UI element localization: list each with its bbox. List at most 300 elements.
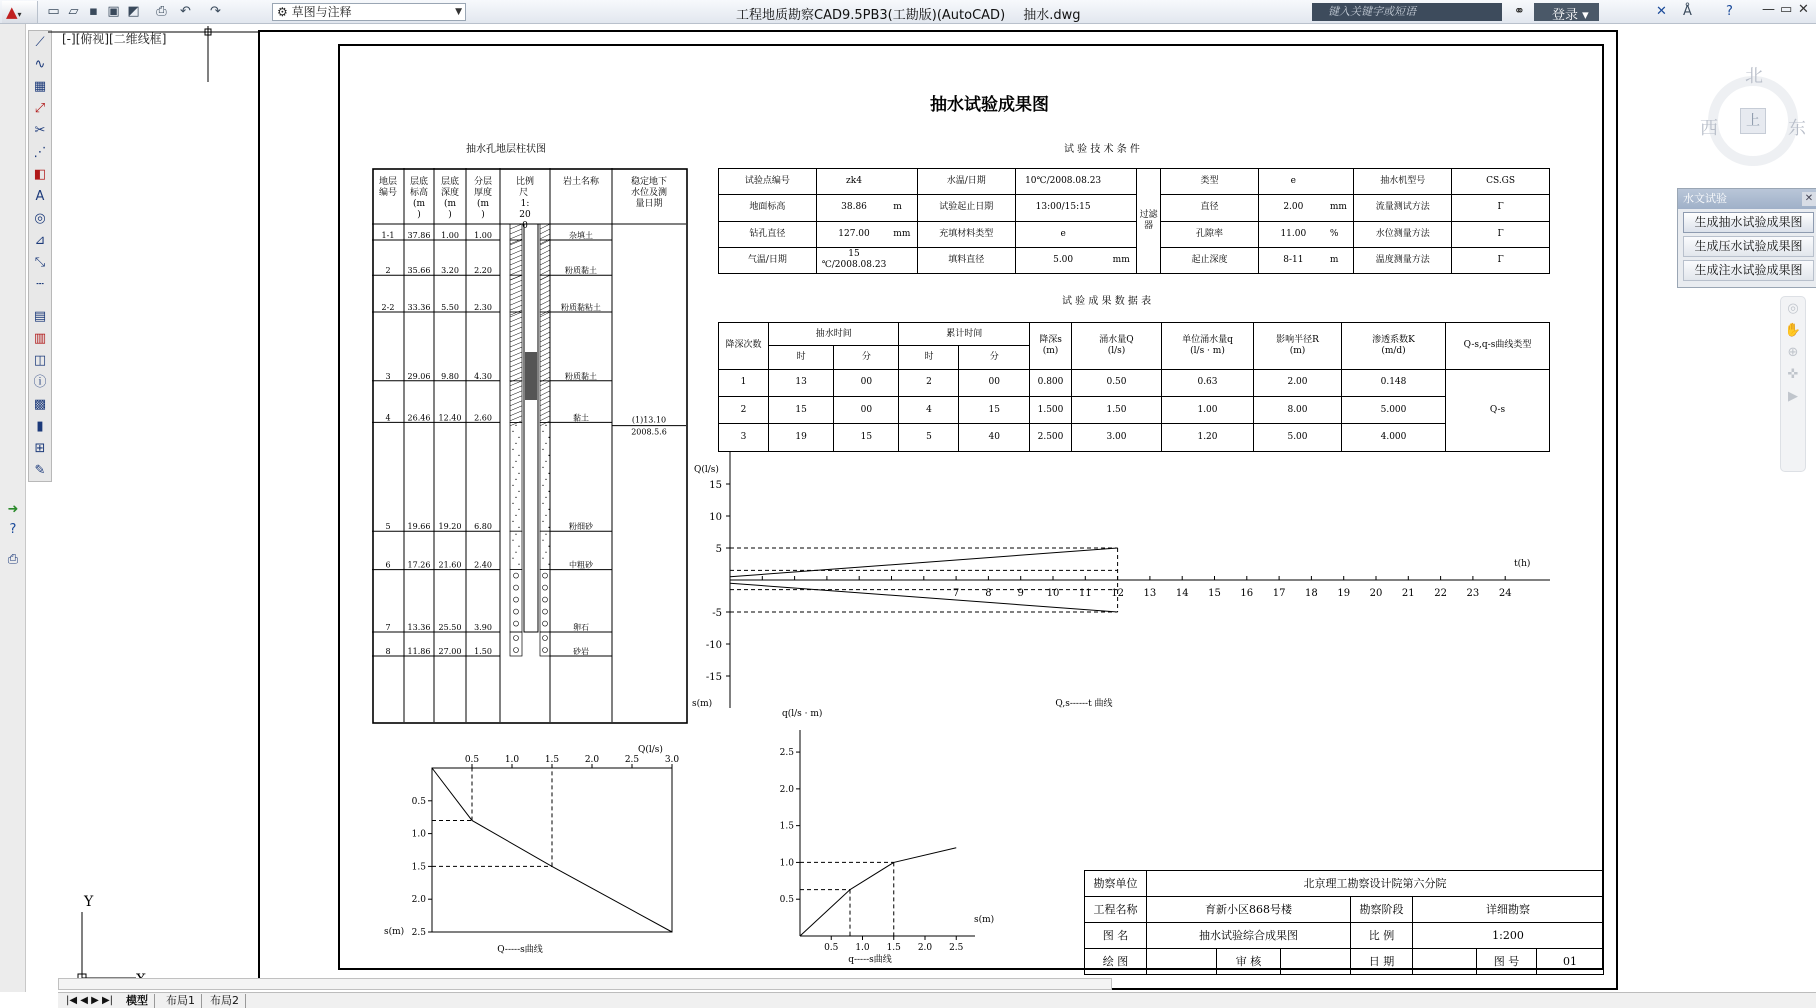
hatch-line bbox=[540, 265, 550, 270]
stratum-no: 2 bbox=[385, 266, 391, 276]
hatch-line bbox=[510, 234, 522, 239]
q-s-chart bbox=[380, 738, 700, 958]
cell: 00 bbox=[834, 369, 899, 396]
hatch-line bbox=[510, 240, 522, 245]
maximize-button[interactable]: ▭ bbox=[1780, 2, 1793, 17]
x-tick-label: 2.0 bbox=[584, 755, 600, 765]
match-properties-icon[interactable]: ◫ bbox=[33, 353, 47, 368]
hydro-panel-title: 水文试验 bbox=[1683, 192, 1727, 205]
stratum-name: 粉质黏土 bbox=[565, 266, 597, 276]
hatch-line bbox=[510, 265, 522, 270]
trim-icon[interactable]: ✂ bbox=[34, 123, 46, 138]
pen-icon[interactable]: ✎ bbox=[34, 463, 46, 478]
cell: 2.00 bbox=[1258, 195, 1328, 221]
stratum-depth: 27.00 bbox=[438, 647, 462, 656]
table-row bbox=[719, 396, 1550, 423]
x-tick-label: 7 bbox=[952, 588, 960, 599]
generate-pressure-test-button[interactable]: 生成压水试验成果图 bbox=[1683, 236, 1814, 257]
gear-icon: ⚙ bbox=[277, 5, 288, 19]
sand-dot bbox=[518, 527, 519, 528]
cell: 4 bbox=[899, 396, 959, 423]
cell: 4.000 bbox=[1342, 424, 1446, 452]
measure-icon[interactable]: ⊿ bbox=[34, 233, 46, 248]
cell: 5.000 bbox=[1342, 396, 1446, 423]
sand-dot bbox=[548, 491, 549, 492]
gravel-circle bbox=[543, 573, 548, 578]
table-row bbox=[719, 169, 1550, 195]
stage: 详细勘察 bbox=[1413, 897, 1604, 923]
redo-icon[interactable]: ↷ bbox=[210, 4, 221, 19]
sand-dot bbox=[518, 509, 519, 510]
table-row bbox=[719, 424, 1550, 452]
sand-dot bbox=[512, 467, 513, 468]
stratum-thickness: 1.00 bbox=[474, 231, 492, 240]
table-row bbox=[719, 247, 1550, 273]
gravel-circle bbox=[543, 621, 548, 626]
cell: % bbox=[1328, 221, 1354, 247]
project-label: 工程名称 bbox=[1085, 897, 1147, 923]
compass-west[interactable]: 西 bbox=[1700, 118, 1718, 139]
array-icon[interactable]: ⋰ bbox=[33, 145, 47, 160]
x-tick-label: 2.0 bbox=[917, 943, 933, 953]
gravel-circle bbox=[543, 636, 548, 641]
sand-dot bbox=[548, 564, 549, 565]
app-title: 工程地质勘察CAD9.5PB3(工勘版)(AutoCAD) bbox=[736, 8, 1006, 23]
q-s-unit-chart bbox=[760, 702, 1010, 964]
viewcube[interactable] bbox=[1694, 62, 1812, 180]
x-axis-label: Q(l/s) bbox=[638, 745, 663, 755]
help-icon[interactable]: ? bbox=[9, 522, 17, 537]
scale: 1:200 bbox=[1413, 923, 1604, 949]
cell: 13:00/15:15 bbox=[1015, 195, 1111, 221]
arrow-right-icon[interactable]: ➜ bbox=[7, 502, 19, 517]
a360-icon[interactable]: Å bbox=[1683, 4, 1692, 19]
hatch-line bbox=[510, 285, 522, 290]
x-tick-label: 16 bbox=[1240, 588, 1254, 599]
stratum-thickness: 1.50 bbox=[474, 647, 492, 656]
stratum-elev: 35.66 bbox=[407, 266, 431, 276]
header-flow: 涌水量Q (l/s) bbox=[1072, 323, 1162, 370]
x-tick-label: 1.0 bbox=[855, 943, 870, 953]
hatch-line bbox=[540, 300, 550, 305]
sand-dot bbox=[542, 540, 543, 541]
grid-icon[interactable]: ⊞ bbox=[34, 441, 46, 456]
new-file-icon[interactable]: ▭ bbox=[47, 4, 60, 19]
cell: 0.50 bbox=[1072, 369, 1162, 396]
stratum-no: 7 bbox=[385, 623, 391, 632]
hatch-line bbox=[510, 300, 522, 305]
hatch-line bbox=[540, 377, 550, 382]
series-line bbox=[800, 848, 956, 936]
sand-dot bbox=[545, 479, 546, 480]
scale-icon[interactable]: ⤡ bbox=[34, 255, 46, 270]
generate-pumping-test-button[interactable]: 生成抽水试验成果图 bbox=[1683, 212, 1814, 233]
circle-icon[interactable]: ◎ bbox=[34, 211, 46, 226]
y-tick-label: 0.5 bbox=[411, 796, 426, 807]
polyline-icon[interactable]: ∿ bbox=[34, 57, 46, 72]
lithology-cell bbox=[510, 531, 522, 569]
showmotion-icon[interactable]: ▶ bbox=[1788, 389, 1798, 404]
stratum-depth: 19.20 bbox=[438, 522, 462, 532]
hatch-line bbox=[540, 255, 550, 260]
dashed-line-icon[interactable]: ┄ bbox=[36, 277, 44, 292]
date-value bbox=[1413, 949, 1477, 975]
layer-states-icon[interactable]: ▥ bbox=[33, 331, 47, 346]
hatch-line bbox=[540, 406, 550, 411]
horizontal-scrollbar[interactable] bbox=[58, 978, 1112, 990]
hatch-line bbox=[510, 270, 522, 275]
cell: m bbox=[1328, 247, 1354, 273]
x-tick-label: 17 bbox=[1272, 588, 1286, 599]
cell: 气温/日期 bbox=[719, 247, 817, 273]
binoculars-icon[interactable]: ⚭ bbox=[1514, 4, 1525, 19]
x-tick-label: 0.5 bbox=[464, 755, 480, 765]
hatch-line bbox=[540, 367, 550, 372]
sand-dot bbox=[515, 515, 516, 516]
gravel-circle bbox=[514, 573, 519, 578]
survey-unit: 北京理工勘察设计院第六分院 bbox=[1147, 871, 1604, 897]
exchange-icon[interactable]: ✕ bbox=[1656, 4, 1667, 19]
chevron-down-icon: ▼ bbox=[455, 7, 462, 17]
y-tick-label: 1.0 bbox=[411, 829, 426, 840]
sand-dot bbox=[515, 534, 516, 535]
layer-icon[interactable]: ▤ bbox=[33, 309, 47, 324]
sand-dot bbox=[512, 503, 513, 504]
cell: 1 bbox=[719, 369, 769, 396]
hatch-line bbox=[510, 250, 522, 255]
hatch-line bbox=[510, 391, 522, 396]
table-icon[interactable]: ▩ bbox=[33, 397, 47, 412]
steering-wheel-icon[interactable]: ◎ bbox=[1787, 301, 1799, 316]
sand-dot bbox=[512, 521, 513, 522]
open-file-icon[interactable]: ▱ bbox=[68, 4, 79, 19]
hatch-line bbox=[540, 240, 550, 245]
x-tick-label: 1.0 bbox=[504, 755, 520, 765]
cell: 2 bbox=[719, 396, 769, 423]
cell: 5.00 bbox=[1254, 424, 1342, 452]
column-border bbox=[373, 169, 687, 723]
stratum-elev: 19.66 bbox=[407, 522, 431, 532]
cell: 19 bbox=[769, 424, 834, 452]
sheet-number: 01 bbox=[1537, 949, 1604, 975]
stratum-depth: 3.20 bbox=[441, 266, 459, 276]
sheet-label: 图 号 bbox=[1477, 949, 1537, 975]
hatch-line bbox=[540, 250, 550, 255]
cell: mm bbox=[1328, 195, 1354, 221]
close-icon[interactable]: ✕ bbox=[1802, 192, 1816, 206]
cell: 40 bbox=[959, 424, 1030, 452]
navigation-bar bbox=[1780, 296, 1806, 472]
stratum-no: 2-2 bbox=[381, 303, 395, 312]
cell: mm bbox=[1111, 247, 1137, 273]
hatch-line bbox=[540, 270, 550, 275]
hatch-line bbox=[540, 362, 550, 367]
stratum-name: 粉质黏土 bbox=[565, 371, 597, 381]
y-tick-label: -5 bbox=[712, 608, 722, 619]
column-icon[interactable]: ▮ bbox=[36, 419, 44, 434]
text-icon[interactable]: A bbox=[35, 189, 45, 204]
stratum-thickness: 2.40 bbox=[474, 560, 492, 570]
application-menu-button[interactable]: ▲▾ bbox=[2, 1, 38, 23]
sand-dot bbox=[512, 449, 513, 450]
sand-dot bbox=[548, 527, 549, 528]
hatch-line bbox=[540, 391, 550, 396]
cell: 水温/日期 bbox=[917, 169, 1015, 195]
cell: 15 bbox=[769, 396, 834, 423]
stratum-elev: 17.26 bbox=[407, 560, 431, 570]
hatch-line bbox=[540, 396, 550, 401]
hatch-line bbox=[510, 224, 522, 229]
tab-model[interactable]: 模型 bbox=[120, 994, 155, 1008]
hatch-icon[interactable]: ▦ bbox=[33, 79, 47, 94]
stratum-no: 5 bbox=[385, 522, 391, 532]
orbit-icon[interactable]: ✜ bbox=[1787, 367, 1799, 382]
cell: CS.GS bbox=[1452, 169, 1550, 195]
table-row bbox=[719, 221, 1550, 247]
stratum-elev: 29.06 bbox=[407, 371, 431, 381]
x-tick-label: 19 bbox=[1337, 588, 1351, 599]
sand-dot bbox=[515, 552, 516, 553]
cell: 15 bbox=[834, 424, 899, 452]
window-title bbox=[736, 4, 1081, 23]
cell bbox=[1328, 169, 1354, 195]
cell: 1.00 bbox=[1162, 396, 1254, 423]
dimension-icon[interactable]: ⤢ bbox=[34, 101, 46, 116]
stratigraphic-column bbox=[372, 168, 688, 724]
pan-icon[interactable]: ✋ bbox=[1784, 323, 1802, 338]
hatch-line bbox=[540, 347, 550, 352]
sand-dot bbox=[545, 461, 546, 462]
sand-dot bbox=[512, 431, 513, 432]
sand-dot bbox=[545, 515, 546, 516]
hatch-line bbox=[510, 347, 522, 352]
hatch-line bbox=[510, 280, 522, 285]
x-tick-label: 24 bbox=[1498, 588, 1512, 599]
stratum-no: 6 bbox=[385, 560, 391, 570]
stratum-elev: 33.36 bbox=[407, 303, 431, 312]
sand-dot bbox=[545, 425, 546, 426]
results-title: 试 验 成 果 数 据 表 bbox=[1062, 296, 1152, 307]
tab-layout2[interactable]: 布局2 bbox=[204, 994, 246, 1008]
cell: 地面标高 bbox=[719, 195, 817, 221]
sand-dot bbox=[542, 521, 543, 522]
title-bar bbox=[0, 0, 1816, 24]
y-axis-label: Q(l/s) bbox=[694, 465, 719, 475]
stratum-thickness: 3.90 bbox=[474, 623, 492, 632]
hydro-test-panel bbox=[1677, 188, 1816, 288]
search-input[interactable] bbox=[1312, 3, 1502, 21]
cell: 127.00 bbox=[816, 221, 891, 247]
cell: 2.00 bbox=[1254, 369, 1342, 396]
cell bbox=[1111, 221, 1137, 247]
generate-injection-test-button[interactable]: 生成注水试验成果图 bbox=[1683, 260, 1814, 281]
cell bbox=[891, 169, 917, 195]
hatch-line bbox=[510, 290, 522, 295]
minimize-button[interactable]: — bbox=[1762, 2, 1775, 17]
project-name: 育新小区868号楼 bbox=[1147, 897, 1351, 923]
x-tick-label: 2.5 bbox=[949, 943, 964, 953]
sand-dot bbox=[548, 437, 549, 438]
sand-dot bbox=[548, 546, 549, 547]
sand-dot bbox=[518, 437, 519, 438]
stratum-name: 砂岩 bbox=[573, 647, 589, 656]
hatch-line bbox=[510, 352, 522, 357]
hatch-line bbox=[510, 305, 522, 310]
sand-dot bbox=[545, 497, 546, 498]
cell: 0.63 bbox=[1162, 369, 1254, 396]
hatch-line bbox=[540, 386, 550, 391]
drawn-value bbox=[1147, 949, 1217, 975]
login-label: 登录 bbox=[1552, 8, 1579, 23]
hatch-line bbox=[510, 342, 522, 347]
hatch-line bbox=[540, 224, 550, 229]
block-insert-icon[interactable]: ◧ bbox=[33, 167, 47, 182]
line-tool-icon[interactable]: ⟋ bbox=[35, 35, 45, 50]
cell: 8-11 bbox=[1258, 247, 1328, 273]
cell: 38.86 bbox=[816, 195, 891, 221]
cell: 5.00 bbox=[1015, 247, 1111, 273]
lithology-cell bbox=[540, 570, 550, 632]
header-drawdown-no: 降深次数 bbox=[719, 323, 769, 370]
stratum-elev: 26.46 bbox=[407, 413, 431, 423]
header-permeability: 渗透系数K (m/d) bbox=[1342, 323, 1446, 370]
hatch-line bbox=[540, 290, 550, 295]
stratum-no: 3 bbox=[385, 371, 391, 381]
hatch-line bbox=[540, 421, 550, 426]
sand-dot bbox=[542, 485, 543, 486]
x-tick-label: 9 bbox=[1017, 588, 1024, 599]
stratum-name: 杂填土 bbox=[569, 231, 593, 240]
header-hour: 时 bbox=[899, 346, 959, 369]
gravel-circle bbox=[514, 609, 519, 614]
login-button[interactable]: 登录 ▾ bbox=[1534, 3, 1599, 21]
y-tick-label: -15 bbox=[705, 672, 722, 683]
x-tick-label: 14 bbox=[1175, 588, 1189, 599]
hatch-line bbox=[510, 406, 522, 411]
print-icon[interactable]: ⎙ bbox=[7, 552, 19, 567]
hatch-line bbox=[540, 245, 550, 250]
hatch-line bbox=[510, 362, 522, 367]
save-as-icon[interactable]: ▣ bbox=[107, 4, 120, 19]
hatch-line bbox=[510, 357, 522, 362]
cell: 1.20 bbox=[1162, 424, 1254, 452]
x-tick-label: 10 bbox=[1046, 588, 1060, 599]
stratum-elev: 37.86 bbox=[407, 231, 431, 240]
viewport-controls[interactable]: [-][俯视][二维线框] bbox=[62, 32, 167, 46]
hatch-line bbox=[540, 285, 550, 290]
hatch-line bbox=[540, 357, 550, 362]
hatch-line bbox=[510, 295, 522, 300]
column-title: 抽水孔地层柱状图 bbox=[466, 144, 546, 155]
gravel-circle bbox=[514, 636, 519, 641]
gravel-circle bbox=[514, 648, 519, 653]
cell bbox=[1111, 169, 1137, 195]
publish-icon[interactable]: ◩ bbox=[127, 4, 140, 19]
series-line bbox=[730, 583, 1118, 612]
column-header: 分层厚度(m ) bbox=[473, 177, 493, 220]
hatch-line bbox=[510, 337, 522, 342]
stratum-elev: 11.86 bbox=[407, 647, 431, 656]
chart-title: Q-----s曲线 bbox=[497, 945, 543, 955]
cell: 温度测量方法 bbox=[1354, 247, 1452, 273]
hatch-line bbox=[540, 342, 550, 347]
drawn-label: 绘 图 bbox=[1085, 949, 1147, 975]
hatch-line bbox=[540, 327, 550, 332]
sand-dot bbox=[545, 443, 546, 444]
series-line bbox=[730, 548, 1118, 577]
sand-dot bbox=[512, 558, 513, 559]
table-row bbox=[719, 369, 1550, 396]
x-axis-label: t(h) bbox=[1514, 559, 1531, 569]
sand-dot bbox=[542, 431, 543, 432]
stratum-thickness: 6.80 bbox=[474, 522, 492, 532]
x-tick-label: 20 bbox=[1369, 588, 1383, 599]
help-icon[interactable]: ? bbox=[1726, 4, 1733, 19]
sand-dot bbox=[515, 497, 516, 498]
y-tick-label: 2.5 bbox=[411, 928, 426, 938]
cell: 1.500 bbox=[1030, 396, 1072, 423]
workspace-select[interactable] bbox=[272, 3, 466, 21]
plot-icon[interactable]: ⎙ bbox=[156, 4, 167, 19]
sand-dot bbox=[518, 473, 519, 474]
y-axis-label: q(l/s · m) bbox=[782, 709, 823, 719]
cell: 试验点编号 bbox=[719, 169, 817, 195]
hatch-line bbox=[510, 396, 522, 401]
zoom-icon[interactable]: ⊕ bbox=[1787, 345, 1799, 360]
close-button[interactable]: ✕ bbox=[1798, 2, 1809, 17]
cell: Γ bbox=[1452, 247, 1550, 273]
hatch-line bbox=[510, 401, 522, 406]
review-value bbox=[1281, 949, 1351, 975]
hatch-line bbox=[510, 327, 522, 332]
y-tick-label: -10 bbox=[705, 640, 722, 651]
drawing-toolbar bbox=[28, 30, 52, 482]
stratum-depth: 12.40 bbox=[438, 413, 462, 423]
info-icon[interactable]: ⓘ bbox=[33, 375, 47, 390]
chart-title: q-----s曲线 bbox=[848, 955, 892, 965]
cell: 00 bbox=[834, 396, 899, 423]
water-level-value: (1)13.10 bbox=[631, 415, 667, 425]
cell: 充填材料类型 bbox=[917, 221, 1015, 247]
compass-north[interactable]: 北 bbox=[1745, 66, 1763, 87]
viewcube-top-face[interactable]: 上 bbox=[1740, 108, 1766, 134]
lithology-cell bbox=[540, 422, 550, 531]
hatch-line bbox=[510, 372, 522, 377]
undo-icon[interactable]: ↶ bbox=[180, 4, 191, 19]
cell bbox=[1111, 195, 1137, 221]
cell: 类型 bbox=[1161, 169, 1259, 195]
hatch-line bbox=[510, 275, 522, 280]
hatch-line bbox=[510, 381, 522, 386]
compass-east[interactable]: 东 bbox=[1788, 118, 1806, 139]
cell: 试验起止日期 bbox=[917, 195, 1015, 221]
stratum-name: 粉质黏粘土 bbox=[561, 303, 601, 312]
hatch-line bbox=[540, 372, 550, 377]
sand-dot bbox=[518, 491, 519, 492]
hatch-line bbox=[510, 411, 522, 416]
save-icon[interactable]: ▪ bbox=[89, 4, 98, 19]
conditions-title: 试 验 技 术 条 件 bbox=[1064, 144, 1140, 155]
hatch-line bbox=[540, 305, 550, 310]
column-header: 层底标高(m ) bbox=[409, 177, 429, 220]
tab-layout1[interactable]: 布局1 bbox=[160, 994, 202, 1008]
stratum-depth: 25.50 bbox=[438, 623, 462, 632]
column-header: 地层编号 bbox=[378, 177, 398, 198]
tab-navigation-arrows[interactable]: |◀ ◀ ▶ ▶| bbox=[66, 995, 114, 1006]
cell: 15 ℃/2008.08.23 bbox=[816, 247, 891, 273]
stage-label: 勘察阶段 bbox=[1351, 897, 1413, 923]
y-axis-label: s(m) bbox=[384, 927, 405, 937]
